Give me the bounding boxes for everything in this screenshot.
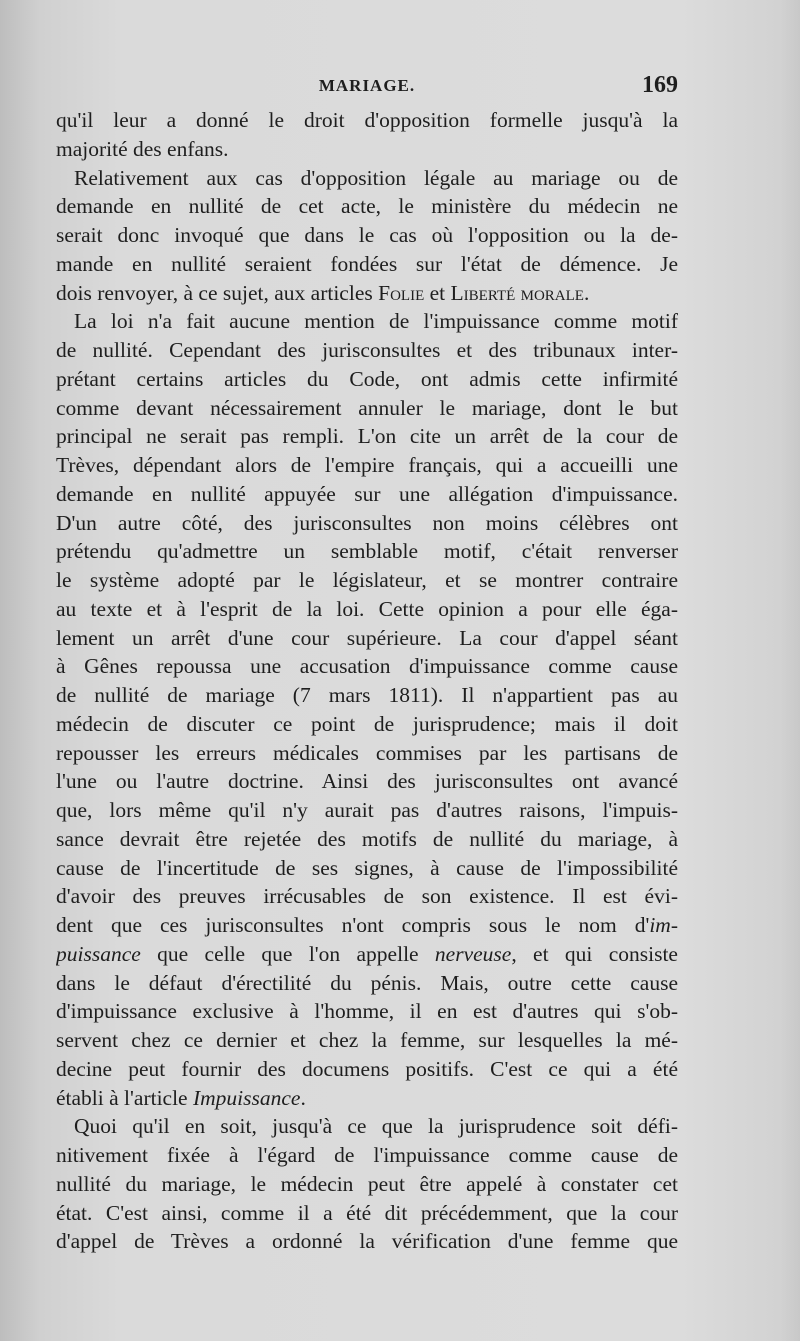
running-title: MARIAGE. [318,76,416,95]
text-line: d'impuissance exclusive à l'homme, il en est d'autres qui s'ob- [56,999,678,1024]
text-line: servent chez ce dernier et chez la femme, sur lesquelles la mé- [56,1028,678,1052]
text-line: l'une ou l'autre doctrine. Ainsi des jurisconsultes ont avancé [56,769,678,794]
running-head [56,72,678,100]
text-line: état. C'est ainsi, comme il a été dit précédemment, que la cour [56,1200,678,1225]
text-line: nitivement fixée à l'égard de l'impuissance comme cause de [56,1143,678,1167]
text-line: d'avoir des preuves irrécusables de son existence. Il est évi- [56,884,678,909]
text-line: serait donc invoqué que dans le cas où l'opposition ou la de- [56,223,678,247]
text-line: qu'il leur a donné le droit d'opposition formelle jusqu'à la [56,108,678,132]
text-line: le système adopté par le législateur, et se montrer contraire [56,568,678,592]
text-line: D'un autre côté, des jurisconsultes non moins célèbres ont [56,510,678,535]
text-line: de nullité. Cependant des jurisconsultes et des tribunaux inter- [56,338,678,362]
text-line: dans le défaut d'érectilité du pénis. Mais, outre cette cause [56,970,678,995]
text-line: Trèves, dépendant alors de l'empire français, qui a accueilli une [56,453,678,477]
text-line: au texte et à l'esprit de la loi. Cette opinion a pour elle éga- [56,596,678,621]
body-text [56,106,678,1256]
text-line: nullité du mariage, le médecin peut être appelé à constater cet [56,1171,678,1196]
text-line: cause de l'incertitude de ses signes, à cause de l'impossibilité [56,855,678,880]
text-line: prétant certains articles du Code, ont admis cette infirmité [56,366,678,391]
text-line: puissance que celle que l'on appelle nerveuse, et qui consiste [56,941,678,966]
text-line: prétendu qu'admettre un semblable motif, c'était renverser [56,539,678,564]
text-line: que, lors même qu'il n'y aurait pas d'autres raisons, l'impuis- [56,798,678,822]
text-line: repousser les erreurs médicales commises par les partisans de [56,740,678,765]
text-line: demande en nullité appuyée sur une allégation d'impuissance. [56,481,678,506]
page-number: 169 [642,72,678,98]
text-line: Quoi qu'il en soit, jusqu'à ce que la jurisprudence soit défi- [74,1114,678,1139]
text-line: d'appel de Trèves a ordonné la vérification d'une femme que [56,1229,678,1254]
text-line: dent que ces jurisconsultes n'ont compris sous le nom d'im- [56,913,678,937]
text-line: établi à l'article Impuissance. [56,1085,306,1110]
text-line: Relativement aux cas d'opposition légale au mariage ou de [74,165,678,190]
text-line: principal ne serait pas rempli. L'on cite un arrêt de la cour de [56,424,678,449]
text-line: La loi n'a fait aucune mention de l'impuissance comme motif [74,309,678,334]
text-line: lement un arrêt d'une cour supérieure. La cour d'appel séant [56,625,678,650]
text-line: majorité des enfans. [56,136,229,161]
text-line: médecin de discuter ce point de jurisprudence; mais il doit [56,711,678,736]
text-line: à Gênes repoussa une accusation d'impuissance comme cause [56,654,678,679]
text-line: demande en nullité de cet acte, le ministère du médecin ne [56,194,678,219]
text-line: de nullité de mariage (7 mars 1811). Il n'appartient pas au [56,683,678,707]
text-line: mande en nullité seraient fondées sur l'état de démence. Je [56,251,678,276]
text-line: sance devrait être rejetée des motifs de nullité du mariage, à [56,826,678,851]
text-line: comme devant nécessairement annuler le mariage, dont le but [56,395,678,420]
text-line: decine peut fournir des documens positifs. C'est ce qui a été [56,1056,678,1081]
text-line: dois renvoyer, à ce sujet, aux articles Folie et Liberté morale. [56,280,590,305]
